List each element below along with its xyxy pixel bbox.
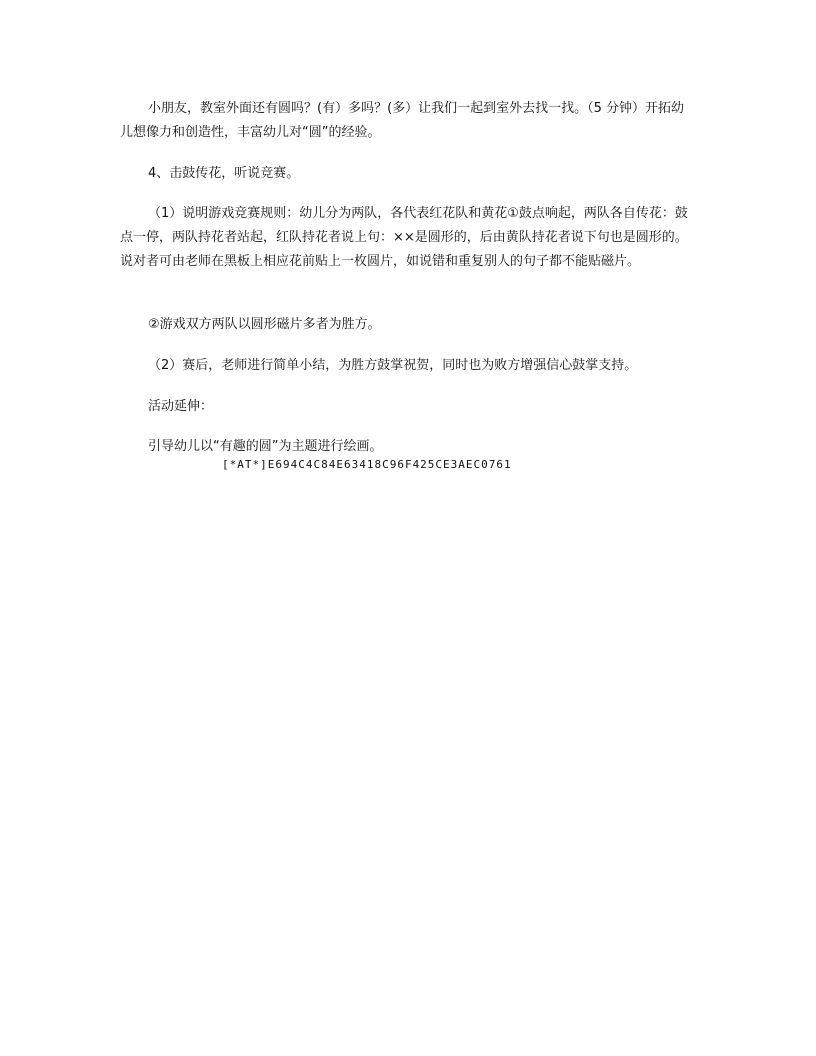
paragraph-extension-drawing: 引导幼儿以“有趣的圆”为主题进行绘画。 xyxy=(148,439,383,454)
paragraph-section-4-heading: 4、击鼓传花，听说竞赛。 xyxy=(148,166,300,181)
paragraph-find-circles: 小朋友，教室外面还有圆吗？(有）多吗？(多）让我们一起到室外去找一找。（5 分钟）开拓幼儿想像力和创造性，丰富幼儿对“圆”的经验。 xyxy=(120,101,685,140)
paragraph-summary: （2）赛后，老师进行简单小结，为胜方鼓掌祝贺，同时也为败方增强信心鼓掌支持。 xyxy=(148,358,638,373)
document-id-code: [*AT*]E694C4C84E63418C96F425CE3AEC0761 xyxy=(222,458,512,471)
paragraph-winner-rule: ②游戏双方两队以圆形磁片多者为胜方。 xyxy=(148,317,381,332)
paragraph-game-rules: （1）说明游戏竞赛规则：幼儿分为两队，各代表红花队和黄花①鼓点响起，两队各自传花：鼓点一停，两队持花者站起，红队持花者说上句：××是圆形的，后由黄队持花者说下句也是圆形的。说对者可由老师在黑板上相应花前贴上一枚圆片，如说错和重复别人的句子都不能贴磁片。 xyxy=(120,206,688,269)
paragraph-extension-heading: 活动延伸： xyxy=(148,399,214,414)
